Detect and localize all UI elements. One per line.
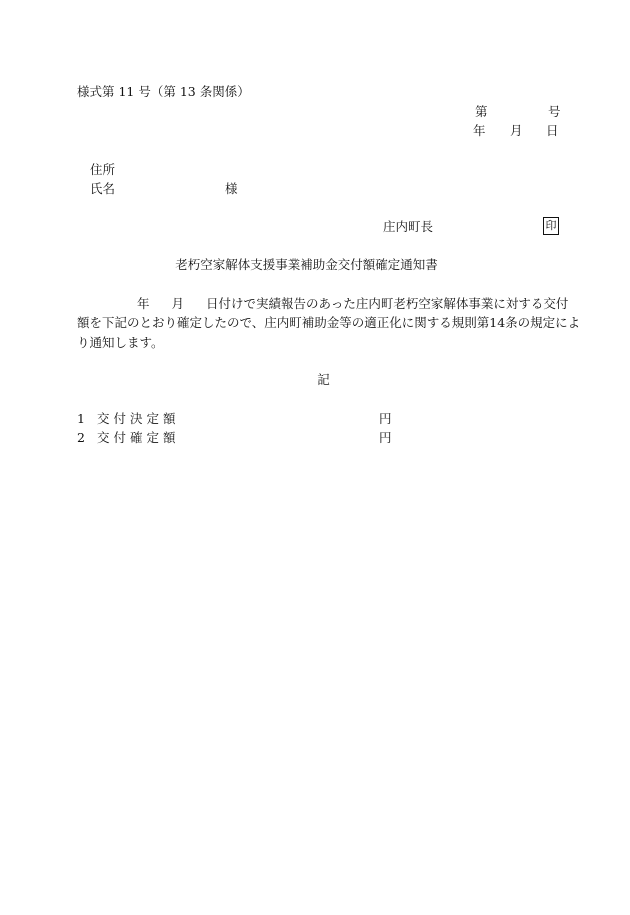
item-number: 1 [77, 411, 85, 426]
sender-title: 庄内町長 [383, 219, 434, 234]
item-number: 2 [77, 430, 85, 445]
address-label: 住所 [90, 162, 116, 177]
date-month-label: 月 [510, 123, 523, 138]
date-day-label: 日 [546, 123, 559, 138]
form-number: 様式第 11 号（第 13 条関係） [77, 84, 250, 99]
doc-number-prefix: 第 [475, 104, 488, 119]
body-year: 年 [137, 296, 150, 311]
item-label: 交付確定額 [97, 430, 180, 445]
name-label: 氏名 [90, 181, 116, 196]
item-unit: 円 [379, 430, 392, 445]
document-title-row [0, 259, 630, 272]
body-paragraph [77, 294, 581, 352]
document-title: 老朽空家解体支援事業補助金交付額確定通知書 [175, 257, 438, 272]
ki-row [0, 374, 630, 387]
list-item [77, 413, 180, 426]
honorific: 様 [225, 181, 238, 196]
list-item [77, 432, 180, 445]
item-label: 交付決定額 [97, 411, 180, 426]
item-unit: 円 [379, 411, 392, 426]
body-month: 月 [171, 296, 185, 311]
body-line-3: り通知します。 [77, 334, 164, 350]
doc-number-suffix: 号 [548, 104, 561, 119]
date-year-label: 年 [473, 123, 486, 138]
seal-mark: 印 [543, 217, 559, 235]
body-line-1 [77, 294, 577, 313]
ki-heading: 記 [317, 372, 330, 387]
body-line-2: 額を下記のとおり確定したので、庄内町補助金等の適正化に関する規則第14条の規定によ [77, 315, 581, 331]
body-line-1-text: 日付けで実績報告のあった庄内町老朽空家解体事業に対する交付 [206, 296, 569, 311]
